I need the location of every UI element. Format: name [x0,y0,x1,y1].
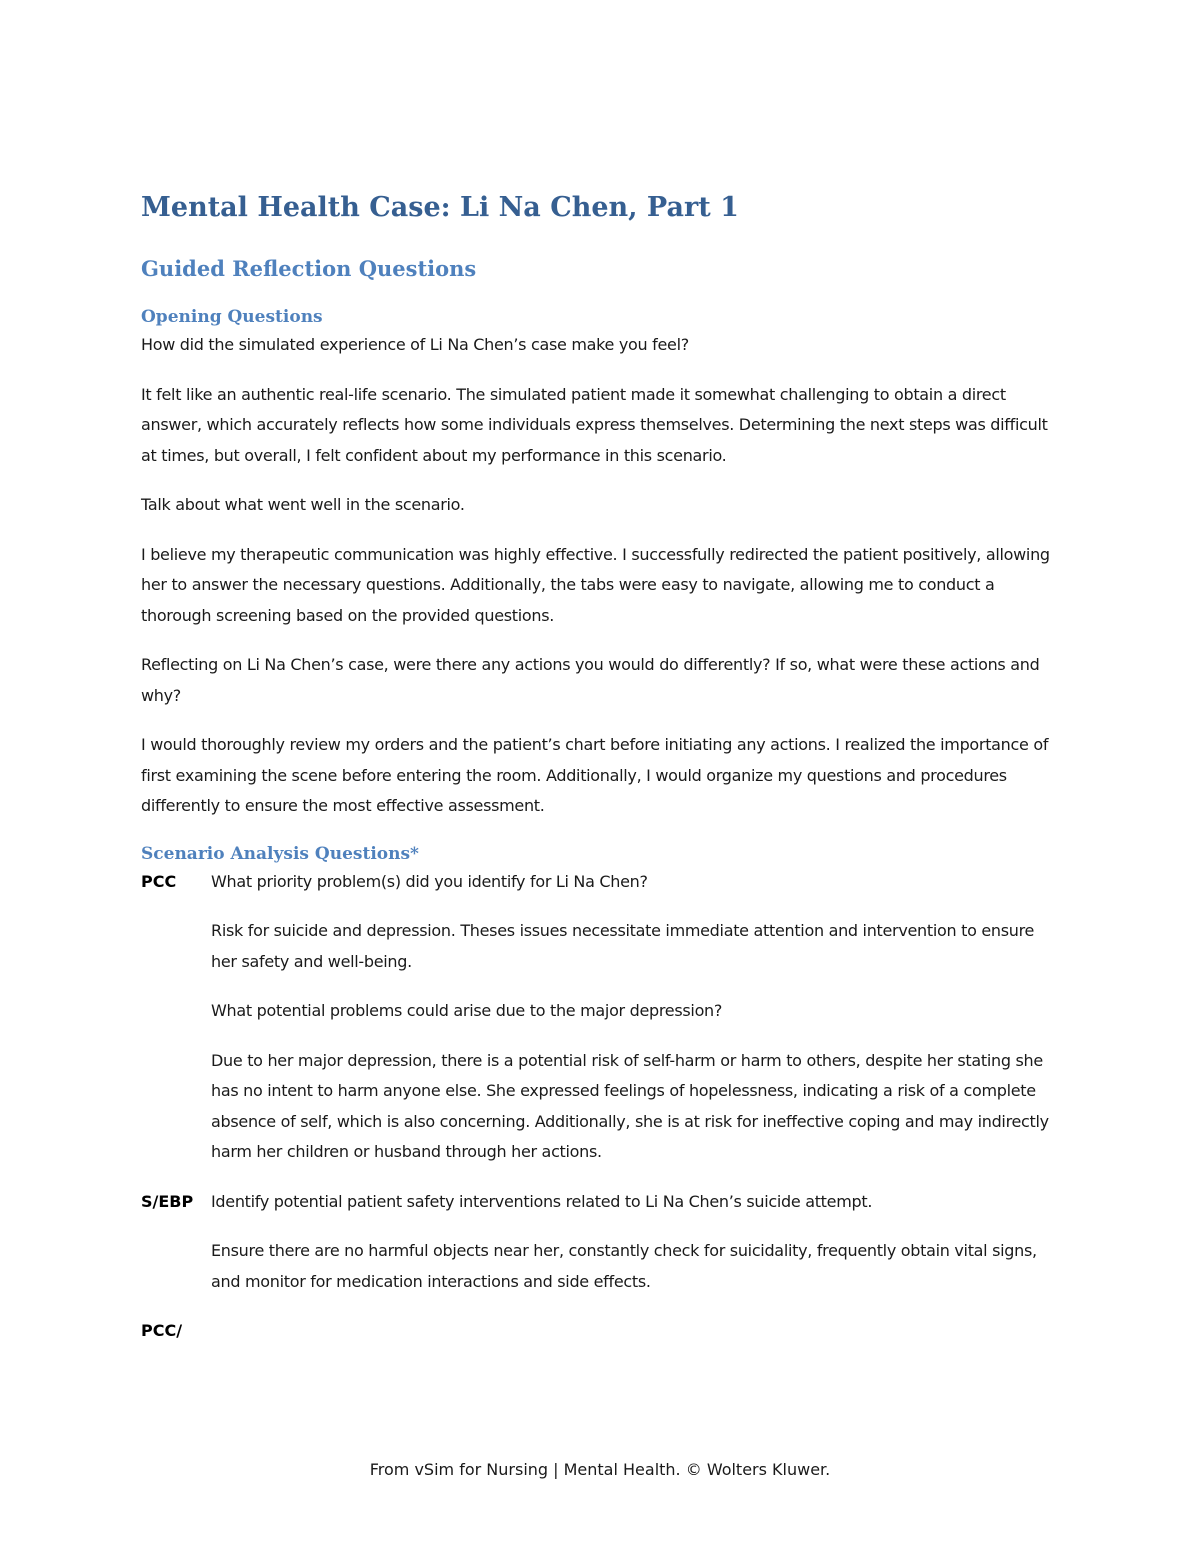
sebp-row [141,1187,1061,1237]
opening-questions-heading: Opening Questions [141,307,323,327]
pcc-question-1: What priority problem(s) did you identify for Li Na Chen? [211,871,648,891]
sebp-answer: Ensure there are no harmful objects near her, constantly check for suicidality, frequently obtain vital signs, and monitor for medication interactions and side effects. [211,1241,1037,1291]
opening-answer-3: I would thoroughly review my orders and the patient’s chart before initiating any actions. I realized the importance of first examining the scene before entering the room. Additionally, I would organize my questions and procedures differently to ensure the most effective assessment. [141,735,1049,815]
opening-question-3: Reflecting on Li Na Chen’s case, were there any actions you would do differently? If so, what were these actions and why? [141,655,1040,705]
pcc-tag: PCC [141,871,177,891]
document-title: Mental Health Case: Li Na Chen, Part 1 [141,192,739,223]
pcc-row [141,867,1061,917]
page-footer: From vSim for Nursing | Mental Health. © Wolters Kluwer. [369,1460,831,1479]
sebp-question: Identify potential patient safety interventions related to Li Na Chen’s suicide attempt. [211,1191,873,1211]
document-body [141,188,1061,1347]
pcc2-tag: PCC/ [141,1321,183,1340]
document-subtitle: Guided Reflection Questions [141,256,477,281]
scenario-analysis-heading: Scenario Analysis Questions* [141,843,419,864]
pcc-question-2: What potential problems could arise due to the major depression? [211,1001,723,1020]
opening-question-1: How did the simulated experience of Li Na Chen’s case make you feel? [141,335,689,354]
opening-answer-1: It felt like an authentic real-life scenario. The simulated patient made it somewhat challenging to obtain a direct answer, which accurately reflects how some individuals express themselves. Determining the next steps was difficult at times, but overall, I felt confident about my performance in this scenario. [141,384,1048,465]
pcc-answer-2: Due to her major depression, there is a potential risk of self-harm or harm to others, despite her stating she has no intent to harm anyone else. She expressed feelings of hopelessness, indicating a risk of a complete absence of self, which is also concerning. Additionally, she is at risk for ineffective coping and may indirectly harm her children or husband through her actions. [211,1050,1049,1161]
opening-question-2: Talk about what went well in the scenario. [141,495,465,514]
pcc-answer-1: Risk for suicide and depression. Theses issues necessitate immediate attention and intervention to ensure her safety and well-being. [211,921,1035,971]
pcc2-row [141,1316,1061,1347]
sebp-tag: S/EBP [141,1191,194,1211]
opening-answer-2: I believe my therapeutic communication was highly effective. I successfully redirected the patient positively, allowing her to answer the necessary questions. Additionally, the tabs were easy to navigate, allowing me to conduct a thorough screening based on the provided questions. [141,544,1050,625]
